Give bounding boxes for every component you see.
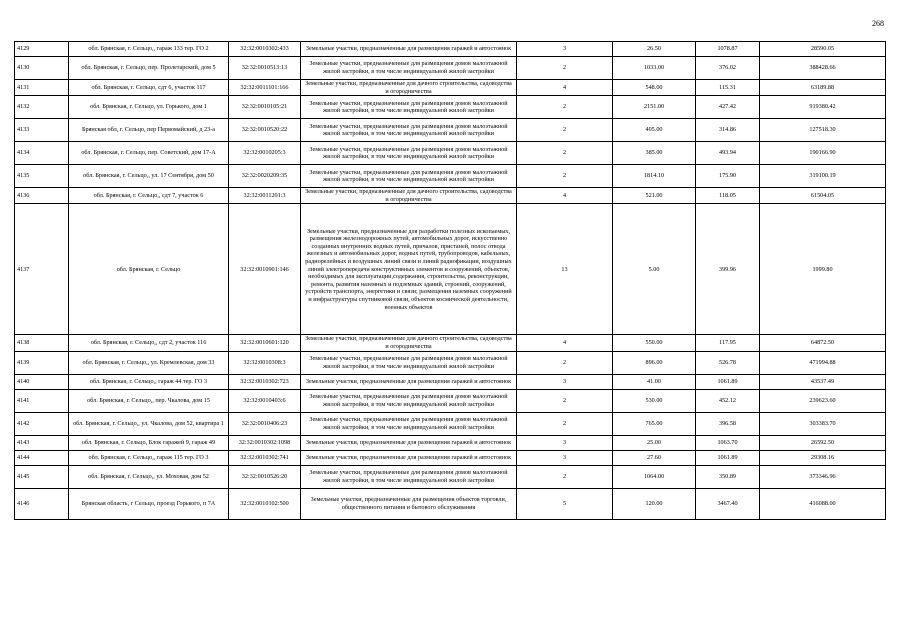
row-id-cell: 4137 (15, 204, 69, 335)
use-group-cell: 3 (517, 374, 613, 389)
use-group-cell: 2 (517, 119, 613, 142)
table-row (15, 374, 886, 389)
specific-value-cell: 396.58 (696, 412, 760, 435)
row-id-cell: 4130 (15, 57, 69, 80)
area-cell: 1064.00 (613, 465, 696, 488)
cadastral-number-cell: 32:32:0010302:1098 (229, 435, 301, 450)
cadastral-value-cell: 29308.16 (760, 450, 886, 465)
table-row (15, 204, 886, 335)
use-group-cell: 4 (517, 188, 613, 204)
table-row (15, 57, 886, 80)
cadastral-value-cell: 373346.96 (760, 465, 886, 488)
land-use-cell: Земельные участки, предназначенные для размещения гаражей и автостоянок (301, 374, 517, 389)
row-id-cell: 4132 (15, 96, 69, 119)
table-row (15, 96, 886, 119)
address-cell: обл. Брянская, г. Сельцо,, сдт 2, участок 116 (69, 335, 229, 351)
cadastral-number-cell: 32:32:0010105:21 (229, 96, 301, 119)
row-id-cell: 4129 (15, 42, 69, 57)
table-row (15, 450, 886, 465)
land-use-cell: Земельные участки, предназначенные для размещения домов малоэтажной жилой застройки, в том числе индивидуальной жилой застройки (301, 119, 517, 142)
table-row (15, 165, 886, 188)
cadastral-value-cell: 919380.42 (760, 96, 886, 119)
row-id-cell: 4131 (15, 80, 69, 96)
cadastral-number-cell: 32:32:0010205:3 (229, 142, 301, 165)
cadastral-value-cell: 190166.90 (760, 142, 886, 165)
specific-value-cell: 1061.89 (696, 450, 760, 465)
address-cell: обл. Брянская, г. Сельцо, Блок гаражей 9, гараж 49 (69, 435, 229, 450)
address-cell: обл. Брянская, г. Сельцо, сдт 6, участок 117 (69, 80, 229, 96)
cadastral-number-cell: 32:32:0010513:13 (229, 57, 301, 80)
cadastral-value-cell: 26592.50 (760, 435, 886, 450)
cadastral-number-cell: 32:32:0010302:741 (229, 450, 301, 465)
cadastral-number-cell: 32:32:0010406:23 (229, 412, 301, 435)
cadastral-value-cell: 43537.49 (760, 374, 886, 389)
cadastral-number-cell: 32:32:0020209:35 (229, 165, 301, 188)
land-use-cell: Земельные участки, предназначенные для размещения домов малоэтажной жилой застройки, в том числе индивидуальной жилой застройки (301, 412, 517, 435)
area-cell: 530.00 (613, 389, 696, 412)
address-cell: обл. Брянская, г. Сельцо,, ул. 17 Сентября, дом 50 (69, 165, 229, 188)
area-cell: 765.00 (613, 412, 696, 435)
area-cell: 41.00 (613, 374, 696, 389)
row-id-cell: 4142 (15, 412, 69, 435)
cadastral-number-cell: 32:32:0010302:433 (229, 42, 301, 57)
address-cell: Брянская область, г Сельцо, проезд Горького, п 7А (69, 488, 229, 519)
area-cell: 405.00 (613, 119, 696, 142)
cadastral-value-cell: 388428.66 (760, 57, 886, 80)
cadastral-number-cell: 32:32:0010601:120 (229, 335, 301, 351)
specific-value-cell: 526.78 (696, 351, 760, 374)
cadastral-value-cell: 303383.70 (760, 412, 886, 435)
table-row (15, 351, 886, 374)
use-group-cell: 3 (517, 435, 613, 450)
table-row (15, 119, 886, 142)
use-group-cell: 2 (517, 142, 613, 165)
specific-value-cell: 1061.89 (696, 374, 760, 389)
land-use-cell: Земельные участки, предназначенные для размещения домов малоэтажной жилой застройки, в том числе индивидуальной жилой застройки (301, 57, 517, 80)
table-row (15, 435, 886, 450)
address-cell: обл. Брянская, г. Сельцо, пер. Пролетарский, дом 5 (69, 57, 229, 80)
cadastral-value-cell: 61504.05 (760, 188, 886, 204)
table-row (15, 389, 886, 412)
use-group-cell: 13 (517, 204, 613, 335)
row-id-cell: 4138 (15, 335, 69, 351)
land-use-cell: Земельные участки, предназначенные для дачного строительства, садоводства и огородничества (301, 188, 517, 204)
area-cell: 1814.10 (613, 165, 696, 188)
address-cell: обл. Брянская, г. Сельцо,, ул. Чкалова, дом 52, квартира 1 (69, 412, 229, 435)
address-cell: обл. Брянская, г. Сельцо,, гараж 44 тер. ГО 3 (69, 374, 229, 389)
area-cell: 896.00 (613, 351, 696, 374)
land-use-cell: Земельные участки, предназначенные для размещения гаражей и автостоянок (301, 450, 517, 465)
specific-value-cell: 3467.40 (696, 488, 760, 519)
specific-value-cell: 493.94 (696, 142, 760, 165)
cadastral-value-cell: 319100.19 (760, 165, 886, 188)
row-id-cell: 4135 (15, 165, 69, 188)
use-group-cell: 2 (517, 351, 613, 374)
area-cell: 385.00 (613, 142, 696, 165)
area-cell: 2151.00 (613, 96, 696, 119)
table-body (15, 42, 886, 520)
address-cell: обл. Брянская, г. Сельцо,, сдт 7, участок 6 (69, 188, 229, 204)
specific-value-cell: 314.86 (696, 119, 760, 142)
table-row (15, 188, 886, 204)
cadastral-value-cell: 1999.80 (760, 204, 886, 335)
cadastral-value-cell: 127518.30 (760, 119, 886, 142)
specific-value-cell: 115.31 (696, 80, 760, 96)
cadastral-number-cell: 32:32:0010526:20 (229, 465, 301, 488)
land-use-cell: Земельные участки, предназначенные для размещения домов малоэтажной жилой застройки, в том числе индивидуальной жилой застройки (301, 96, 517, 119)
use-group-cell: 4 (517, 80, 613, 96)
land-use-cell: Земельные участки, предназначенные для размещения гаражей и автостоянок (301, 435, 517, 450)
use-group-cell: 2 (517, 96, 613, 119)
cadastral-number-cell: 32:32:0010302:723 (229, 374, 301, 389)
land-use-cell: Земельные участки, предназначенные для размещения домов малоэтажной жилой застройки, в том числе индивидуальной жилой застройки (301, 389, 517, 412)
specific-value-cell: 1063.70 (696, 435, 760, 450)
use-group-cell: 2 (517, 389, 613, 412)
cadastral-value-cell: 239623.60 (760, 389, 886, 412)
cadastral-number-cell: 32:32:0010520:22 (229, 119, 301, 142)
area-cell: 25.00 (613, 435, 696, 450)
cadastral-value-cell: 64872.50 (760, 335, 886, 351)
land-use-cell: Земельные участки, предназначенные для размещения домов малоэтажной жилой застройки, в том числе индивидуальной жилой застройки (301, 351, 517, 374)
address-cell: обл. Брянская, г. Сельцо,, гараж 115 тер. ГО 3 (69, 450, 229, 465)
row-id-cell: 4133 (15, 119, 69, 142)
land-cadastral-value-table (14, 41, 886, 520)
address-cell: обл. Брянская, г. Сельцо, ул. Горького, дом 1 (69, 96, 229, 119)
address-cell: обл. Брянская, г. Сельцо (69, 204, 229, 335)
cadastral-value-cell: 63189.88 (760, 80, 886, 96)
address-cell: обл. Брянская, г. Сельцо,, пер. Чкалова, дом 15 (69, 389, 229, 412)
cadastral-number-cell: 32:32:0010102:500 (229, 488, 301, 519)
area-cell: 27.60 (613, 450, 696, 465)
specific-value-cell: 117.95 (696, 335, 760, 351)
table-row (15, 412, 886, 435)
row-id-cell: 4146 (15, 488, 69, 519)
cadastral-value-cell: 416088.00 (760, 488, 886, 519)
page-number: 268 (872, 19, 884, 28)
table-row (15, 142, 886, 165)
cadastral-number-cell: 32:32:0011201:3 (229, 188, 301, 204)
cadastral-number-cell: 32:32:0011101:166 (229, 80, 301, 96)
cadastral-value-cell: 28590.05 (760, 42, 886, 57)
cadastral-number-cell: 32:32:0010901:146 (229, 204, 301, 335)
area-cell: 550.00 (613, 335, 696, 351)
row-id-cell: 4134 (15, 142, 69, 165)
land-use-cell: Земельные участки, предназначенные для разработки полезных ископаемых, размещения железнодорожных путей, автомобильных дорог, искусственно созданных внутренних водных путей, причалов, пристаней, полос отвода железных и автомобильных дорог, водных путей, трубопроводов, кабельных, радиорелейных и воздушных линий связи и линий радиофикации, воздушных линий электропередачи конструктивных элементов и сооружений, объектов, необходимых для эксплуатации,содержания, строительства, реконструкции, ремонта, развития наземных и подземных зданий, строений, сооружений, устройств транспорта, энергетики и связи; размещения наземных сооружений и инфраструктуры спутниковой связи, объектов космической деятельности, военных объектов (301, 204, 517, 335)
specific-value-cell: 118.05 (696, 188, 760, 204)
specific-value-cell: 175.90 (696, 165, 760, 188)
row-id-cell: 4144 (15, 450, 69, 465)
use-group-cell: 2 (517, 412, 613, 435)
table-row (15, 80, 886, 96)
cadastral-value-cell: 471994.88 (760, 351, 886, 374)
table-row (15, 335, 886, 351)
use-group-cell: 2 (517, 165, 613, 188)
specific-value-cell: 376.02 (696, 57, 760, 80)
land-use-cell: Земельные участки, предназначенные для дачного строительства, садоводства и огородничества (301, 80, 517, 96)
row-id-cell: 4139 (15, 351, 69, 374)
row-id-cell: 4145 (15, 465, 69, 488)
address-cell: обл. Брянская, г. Сельцо,, ул. Моховая, дом 52 (69, 465, 229, 488)
specific-value-cell: 350.89 (696, 465, 760, 488)
address-cell: Брянская обл, г. Сельцо, пер Первомайский, д 23-а (69, 119, 229, 142)
address-cell: обл. Брянская, г. Сельцо,, ул. Кремлевская, дом 33 (69, 351, 229, 374)
land-use-cell: Земельные участки, предназначенные для дачного строительства, садоводства и огородничества (301, 335, 517, 351)
land-use-cell: Земельные участки, предназначенные для размещения объектов торговли, общественного питания и бытового обслуживания (301, 488, 517, 519)
land-use-cell: Земельные участки, предназначенные для размещения домов малоэтажной жилой застройки, в том числе индивидуальной жилой застройки (301, 165, 517, 188)
use-group-cell: 2 (517, 465, 613, 488)
specific-value-cell: 452.12 (696, 389, 760, 412)
row-id-cell: 4141 (15, 389, 69, 412)
area-cell: 1033.00 (613, 57, 696, 80)
table-row (15, 42, 886, 57)
table-row (15, 465, 886, 488)
land-use-cell: Земельные участки, предназначенные для размещения домов малоэтажной жилой застройки, в том числе индивидуальной жилой застройки (301, 142, 517, 165)
area-cell: 26.50 (613, 42, 696, 57)
use-group-cell: 3 (517, 42, 613, 57)
use-group-cell: 3 (517, 450, 613, 465)
use-group-cell: 5 (517, 488, 613, 519)
area-cell: 521.00 (613, 188, 696, 204)
cadastral-number-cell: 32:32:0010403:6 (229, 389, 301, 412)
address-cell: обл. Брянская, г. Сельцо, пер. Советский, дом 17-А (69, 142, 229, 165)
cadastral-number-cell: 32:32:0010308:3 (229, 351, 301, 374)
area-cell: 5.00 (613, 204, 696, 335)
row-id-cell: 4136 (15, 188, 69, 204)
land-use-cell: Земельные участки, предназначенные для размещения домов малоэтажной жилой застройки, в том числе индивидуальной жилой застройки (301, 465, 517, 488)
specific-value-cell: 399.96 (696, 204, 760, 335)
area-cell: 120.00 (613, 488, 696, 519)
address-cell: обл. Брянская, г. Сельцо,, гараж 133 тер. ГО 2 (69, 42, 229, 57)
area-cell: 548.00 (613, 80, 696, 96)
table-row (15, 488, 886, 519)
use-group-cell: 4 (517, 335, 613, 351)
use-group-cell: 2 (517, 57, 613, 80)
specific-value-cell: 1078.87 (696, 42, 760, 57)
land-use-cell: Земельные участки, предназначенные для размещения гаражей и автостоянок (301, 42, 517, 57)
specific-value-cell: 427.42 (696, 96, 760, 119)
row-id-cell: 4143 (15, 435, 69, 450)
row-id-cell: 4140 (15, 374, 69, 389)
